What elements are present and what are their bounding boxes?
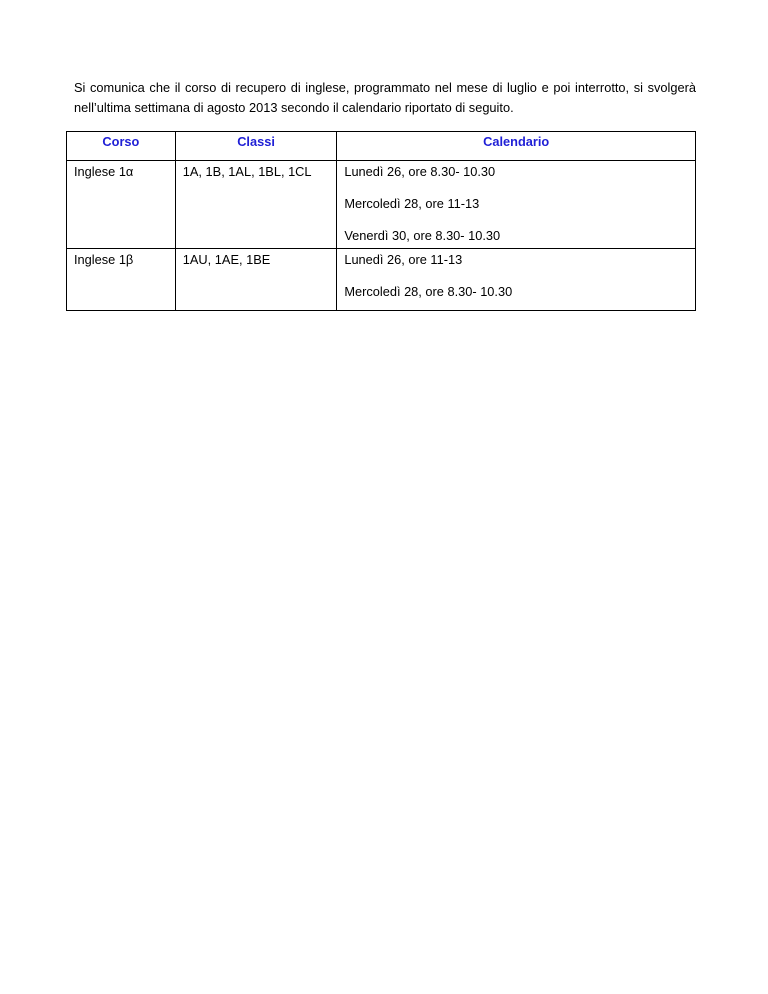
notice-text: Si comunica che il corso di recupero di inglese, programmato nel mese di luglio e poi interrotto, si svolgerà nell’ultima settimana di agosto 2013 secondo il calendario riportato di seguito. [74, 80, 696, 115]
calendar-entry: Mercoledì 28, ore 11-13 [344, 196, 480, 211]
calendar-entry: Venerdì 30, ore 8.30- 10.30 [344, 228, 501, 243]
cell-corso: Inglese 1β [67, 249, 176, 311]
schedule-table [66, 131, 696, 311]
header-classi: Classi [175, 132, 337, 161]
header-corso: Corso [67, 132, 176, 161]
table-header-row [67, 132, 696, 161]
calendar-entry: Lunedì 26, ore 11-13 [344, 252, 463, 267]
table-row [67, 249, 696, 311]
cell-calendario [337, 161, 696, 249]
header-calendario: Calendario [337, 132, 696, 161]
calendar-entry: Lunedì 26, ore 8.30- 10.30 [344, 164, 496, 179]
cell-corso: Inglese 1α [67, 161, 176, 249]
cell-classi: 1A, 1B, 1AL, 1BL, 1CL [175, 161, 337, 249]
calendar-entry: Mercoledì 28, ore 8.30- 10.30 [344, 284, 513, 299]
cell-calendario [337, 249, 696, 311]
cell-classi: 1AU, 1AE, 1BE [175, 249, 337, 311]
table-row [67, 161, 696, 249]
